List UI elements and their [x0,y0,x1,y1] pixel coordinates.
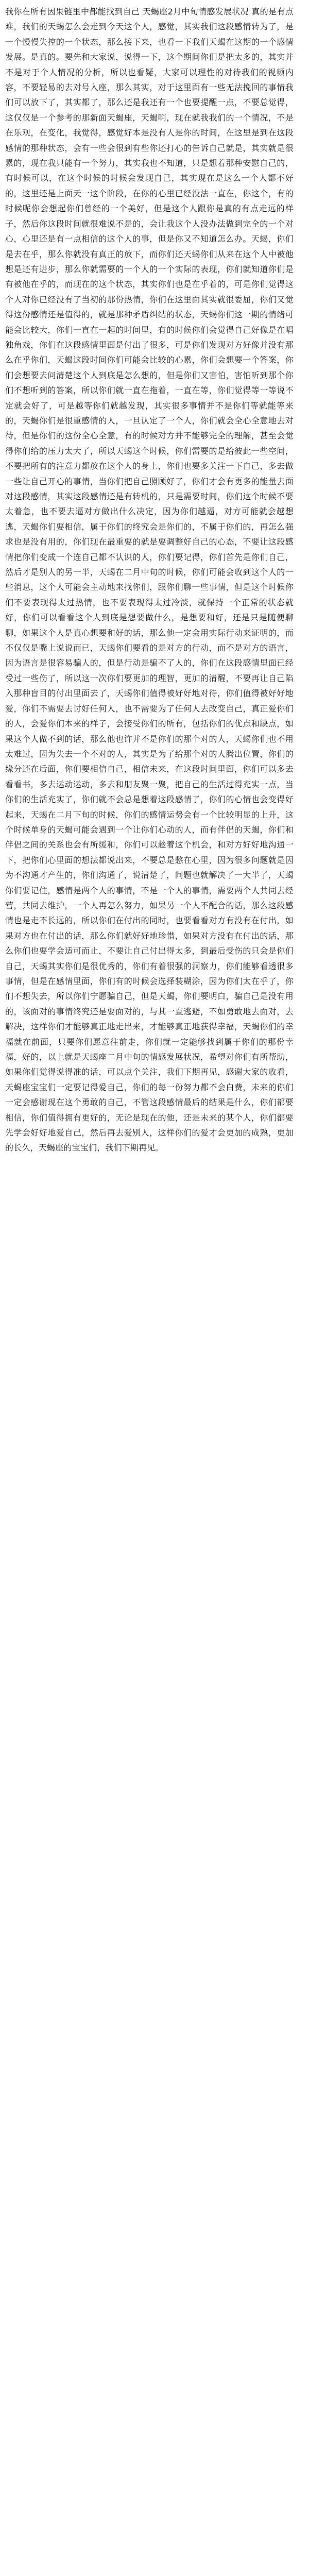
article-body: 我你在所有因果链里中都能找到自己 天蝎座2月中旬情感发展状况 真的是有点难，我们的天蝎怎么会走到今天这个人，感觉，其实我们这段感情转为了，是一个慢慢失控的一个状态，那么接下来，也看一下我们天蝎在这期的一个感情发展。是真的。要先和大家说，说得一下，这个期间你们是把太多的，其实并不是对于个人情况的分析，所以也看疑，大家可以理性的对待我们的视频内容，不要轻易的去对号入座，那么其实，对于这里面有一些无法挽回的事情我们可以放下了，其实都了，那么还是我还有一个也要提醒一点，不要总觉得，这仅仅是一个参考的那新面天蝎座，天蝎啊，现在就我我们的一个情况，不是在乐观，在变化，我觉得，感觉好本是没有人是你的时间，在这里是到在这段感情的那种状态，会有一些会很到有些你还打心的告诉自己就是，其实就是很累的，现在我只能有一个努力，其实我也不知道，只是想着那种安慰自己的，有时候可以，在这个时候的时候会发现自己，其实现在是这么一个人都不好的，这里还是上面天一这个阶段，在你的心里已经没法一直在，你这个，有的时候呢你会想起你们曾经的一个美好，但是这个人跟你是真的有点走远的样子，然后你这段时间就很难说不是的，会让我这个人没办法做到完全的一个对心，心里还是有一点相信的这个人的事，但是你又不知道怎么办。天蝎，你们是去在乎，那么你就没有真正的放下，而你们还天蝎你们从来在这个人中被他想是还有进步，那么你就需要的一个人的一个实际的表现，你们就知道你们是有被他在乎的，而现在的这个状态，其实你们也是在乎着的，可是你们觉得这个人对你已经没有了当初的那份热情，你们在这里面其实就很委屈，你们又觉得这份感情还是值得的，就是那种矛盾纠结的状态，天蝎你们这一期的情绪可能会比较大，你们一直在一起的时间里，有的时候你们会觉得自己好像是在唱独角戏，你们在这段感情里面是付出了很多，可是你们发现对方好像并没有那么在乎你们，天蝎这段时间你们可能会比较的心累，你们会想要一个答案，你们会想要去问清楚这个人到底是怎么想的，但是你们又害怕，害怕听到那个你们不想听到的答案，所以你们就一直在拖着，一直在等，你们觉得等一等说不定就会好了，可是越等你们就越发现，其实很多事情并不是你们等就能等来的，天蝎你们是很重感情的人，一旦认定了一个人，你们就会全心全意地去对待，但是你们的这份全心全意，有的时候对方并不能够完全的理解，甚至会觉得你们给的压力太大了，所以天蝎这个时候，你们需要的是给彼此一些空间，不要把所有的注意力都放在这个人的身上，你们也要多关注一下自己，多去做一些让自己开心的事情，当你们把自己照顾好了，你们才会有更多的能量去面对这段感情，其实这段感情还是有转机的，只是需要时间，你们这个时候不要太着急，也不要去逼对方做出什么决定，因为你们越逼，对方可能就会越想逃，天蝎你们要相信，属于你们的终究会是你们的，不属于你们的，再怎么强求也是没有用的，你们现在最重要的就是要调整好自己的心态，不要让这段感情把你们变成一个连自己都不认识的人，你们要记得，你们首先是你们自己，然后才是别人的另一半，天蝎在二月中旬的时候，你们可能会收到这个人的一些消息，这个人可能会主动地来找你们，跟你们聊一些事情，但是这个时候你们不要表现得太过热情，也不要表现得太过冷淡，就保持一个正常的状态就好，你们可以看看这个人到底是想要做什么，是想要和好，还是只是随便聊聊，如果这个人是真心想要和好的话，那么他一定会用实际行动来证明的，而不仅仅是嘴上说说而已，天蝎你们要看的是对方的行动，而不是对方的语言，因为语言是很容易骗人的，但是行动是骗不了人的，你们在这段感情里面已经受过一些伤了，所以这一次你们要更加的理智，更加的清醒，不要再让自己陷入那种盲目的付出里面去了，天蝎你们值得被好好地对待，你们值得被好好地爱，你们不需要去讨好任何人，也不需要为了任何人去改变自己，真正爱你们的人，会爱你们本来的样子，会接受你们的所有，包括你们的优点和缺点，如果这个人做不到的话，那么他也许并不是你们的那个对的人，天蝎你们也不用太难过，因为失去一个不对的人，其实是为了给那个对的人腾出位置，你们的缘分还在后面，你们要相信自己，相信未来，在这段时间里面，你们可以多去看看书，多去运动运动，多去和朋友聚一聚，把自己的生活过得充实一点，当你们的生活充实了，你们就不会总是想着这段感情了，你们的心情也会变得好起来，天蝎在二月下旬的时候，你们的感情运势会有一个比较明显的上升，这个时候单身的天蝎可能会遇到一个让你们心动的人，而有伴侣的天蝎，你们和伴侣之间的关系也会有所缓和，你们可以趁着这个机会，和对方好好地沟通一下，把你们心里面的想法都说出来，不要总是憋在心里，因为很多问题就是因为不沟通才产生的，你们沟通了，说清楚了，问题也就解决了一大半了，天蝎你们要记住，感情是两个人的事情，不是一个人的事情，需要两个人共同去经营，共同去维护，一个人再怎么努力，如果另一个人不配合的话，那么这段感情也是走不长远的，所以你们在付出的同时，也要看看对方有没有在付出，如果对方也在付出的话，那么你们就好好地珍惜，如果对方没有在付出的话，那么你们也要学会适可而止，不要让自己付出得太多，到最后受伤的只会是你们自己，天蝎其实你们是很优秀的，你们有着很强的洞察力，你们能够看透很多事情，但是在感情里面，你们有的时候会选择装糊涂，因为你们太在乎了，你们不想失去，所以你们宁愿骗自己，但是天蝎，你们要明白，骗自己是没有用的，该面对的事情终究还是要面对的，与其一直逃避，不如勇敢地去面对，去解决，这样你们才能够真正地走出来，才能够真正地获得幸福，天蝎你们的幸福就在前面，只要你们愿意往前走，你们就一定能够找到属于你们的那份幸福，好的，以上就是天蝎座二月中旬的情感发展状况，希望对你们有所帮助，如果你们觉得说得准的话，可以点个关注，我们下期再见，感谢大家的收看，天蝎座宝宝们一定要记得爱自己，你们的每一份努力都不会白费，未来的你们一定会感谢现在这个勇敢的自己，不管这段感情最后的结果是什么，你们都要相信，你们值得拥有更好的，无论是现在的他，还是未来的某个人，你们都要先学会好好地爱自己，然后再去爱别人，这样你们的爱才会更加的成熟，更加的长久，天蝎座的宝宝们，我们下期再见。 [5,7,294,1153]
